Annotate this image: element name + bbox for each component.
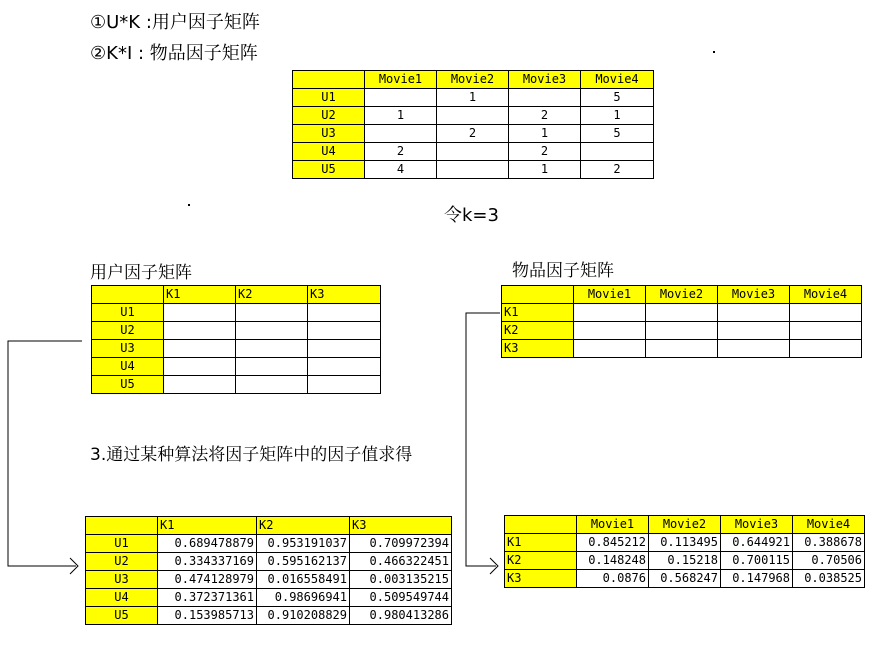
table-cell: 2: [365, 143, 437, 161]
table-row: [92, 322, 381, 340]
table-cell: [581, 143, 654, 161]
table-cell: 2: [509, 143, 581, 161]
table-cell: [308, 340, 381, 358]
item-matrix-label: 物品因子矩阵: [512, 261, 614, 281]
table-cell: [437, 143, 509, 161]
stray-dot: [713, 51, 715, 53]
table-cell: [164, 304, 236, 322]
table-cell: 5: [581, 89, 654, 107]
corner-cell: [293, 71, 365, 89]
table-row: [92, 358, 381, 376]
table-cell: [308, 304, 381, 322]
row-header: U1: [86, 535, 158, 553]
table-cell: 1: [509, 161, 581, 179]
table-cell: 2: [581, 161, 654, 179]
table-row: [505, 552, 865, 570]
table-cell: 0.709972394: [350, 535, 452, 553]
table-cell: 0.466322451: [350, 553, 452, 571]
note-item-factor: ②K*I : 物品因子矩阵: [90, 43, 258, 64]
row-header: U2: [293, 107, 365, 125]
row-header: U5: [293, 161, 365, 179]
table-cell: [718, 340, 790, 358]
table-cell: [308, 376, 381, 394]
table-cell: 0.70506: [793, 552, 865, 570]
user-connector-line: [8, 341, 82, 566]
table-row: [86, 607, 452, 625]
table-cell: 0.148248: [577, 552, 649, 570]
row-header: U4: [92, 358, 164, 376]
table-cell: 1: [509, 125, 581, 143]
table-cell: 0.689478879: [158, 535, 257, 553]
table-header-row: [293, 71, 654, 89]
table-cell: 0.153985713: [158, 607, 257, 625]
table-cell: [308, 322, 381, 340]
row-header: U2: [92, 322, 164, 340]
table-cell: 2: [509, 107, 581, 125]
table-cell: 0.509549744: [350, 589, 452, 607]
column-header: Movie2: [649, 516, 721, 534]
table-cell: 0.388678: [793, 534, 865, 552]
column-header: K2: [236, 286, 308, 304]
table-cell: 2: [437, 125, 509, 143]
table-row: [293, 107, 654, 125]
user-matrix-label: 用户因子矩阵: [90, 263, 192, 283]
table-cell: 1: [437, 89, 509, 107]
table-cell: 0.700115: [721, 552, 793, 570]
table-cell: [365, 89, 437, 107]
column-header: Movie1: [365, 71, 437, 89]
table-cell: 0.953191037: [257, 535, 350, 553]
table-row: [505, 534, 865, 552]
column-header: Movie3: [721, 516, 793, 534]
user-factor-matrix-filled: [85, 516, 452, 625]
corner-cell: [502, 286, 574, 304]
k-equals-label: 令k=3: [444, 205, 499, 226]
table-row: [86, 589, 452, 607]
table-cell: [164, 322, 236, 340]
table-cell: [164, 376, 236, 394]
table-header-row: [502, 286, 862, 304]
table-header-row: [92, 286, 381, 304]
row-header: U5: [86, 607, 158, 625]
stray-dot: [188, 204, 190, 206]
column-header: K3: [350, 517, 452, 535]
row-header: U1: [293, 89, 365, 107]
row-header: K1: [502, 304, 574, 322]
table-row: [86, 553, 452, 571]
item-connector-line: [466, 313, 500, 566]
column-header: K1: [158, 517, 257, 535]
column-header: Movie4: [790, 286, 862, 304]
column-header: K3: [308, 286, 381, 304]
table-cell: 0.15218: [649, 552, 721, 570]
table-cell: 0.595162137: [257, 553, 350, 571]
table-cell: 0.0876: [577, 570, 649, 588]
table-cell: 0.568247: [649, 570, 721, 588]
column-header: Movie3: [718, 286, 790, 304]
table-cell: 4: [365, 161, 437, 179]
table-row: [502, 304, 862, 322]
column-header: K1: [164, 286, 236, 304]
column-header: Movie1: [574, 286, 646, 304]
table-cell: 0.113495: [649, 534, 721, 552]
table-cell: [646, 322, 718, 340]
table-cell: [574, 304, 646, 322]
table-row: [86, 535, 452, 553]
table-cell: 0.147968: [721, 570, 793, 588]
row-header: K2: [502, 322, 574, 340]
table-header-row: [505, 516, 865, 534]
table-cell: [718, 322, 790, 340]
corner-cell: [86, 517, 158, 535]
row-header: U3: [92, 340, 164, 358]
table-header-row: [86, 517, 452, 535]
table-cell: [236, 376, 308, 394]
table-cell: [236, 304, 308, 322]
row-header: U3: [86, 571, 158, 589]
column-header: Movie2: [437, 71, 509, 89]
table-cell: [790, 322, 862, 340]
column-header: Movie3: [509, 71, 581, 89]
table-row: [86, 571, 452, 589]
column-header: Movie4: [793, 516, 865, 534]
table-cell: [790, 340, 862, 358]
row-header: U4: [293, 143, 365, 161]
corner-cell: [92, 286, 164, 304]
row-header: U4: [86, 589, 158, 607]
table-cell: [509, 89, 581, 107]
table-cell: [236, 358, 308, 376]
row-header: U3: [293, 125, 365, 143]
corner-cell: [505, 516, 577, 534]
table-cell: 1: [581, 107, 654, 125]
row-header: U1: [92, 304, 164, 322]
table-cell: 0.980413286: [350, 607, 452, 625]
table-cell: [646, 304, 718, 322]
table-cell: [437, 161, 509, 179]
table-row: [293, 143, 654, 161]
row-header: K3: [505, 570, 577, 588]
table-cell: [308, 358, 381, 376]
table-cell: 0.334337169: [158, 553, 257, 571]
column-header: Movie2: [646, 286, 718, 304]
row-header: U2: [86, 553, 158, 571]
table-cell: [574, 322, 646, 340]
table-cell: 0.474128979: [158, 571, 257, 589]
table-row: [92, 340, 381, 358]
table-row: [293, 161, 654, 179]
row-header: K1: [505, 534, 577, 552]
table-cell: 0.98696941: [257, 589, 350, 607]
column-header: Movie4: [581, 71, 654, 89]
table-cell: 0.372371361: [158, 589, 257, 607]
user-factor-matrix-empty: [91, 285, 381, 394]
table-cell: [574, 340, 646, 358]
table-cell: [646, 340, 718, 358]
table-row: [92, 376, 381, 394]
column-header: Movie1: [577, 516, 649, 534]
column-header: K2: [257, 517, 350, 535]
table-cell: 0.845212: [577, 534, 649, 552]
row-header: K3: [502, 340, 574, 358]
table-row: [505, 570, 865, 588]
table-cell: 0.016558491: [257, 571, 350, 589]
table-cell: 5: [581, 125, 654, 143]
item-connector-arrowhead: [490, 558, 498, 574]
table-cell: 0.003135215: [350, 571, 452, 589]
table-row: [502, 322, 862, 340]
table-row: [293, 89, 654, 107]
table-cell: 1: [365, 107, 437, 125]
table-row: [92, 304, 381, 322]
note-user-factor: ①U*K :用户因子矩阵: [90, 12, 260, 33]
table-cell: [164, 358, 236, 376]
table-cell: [718, 304, 790, 322]
table-cell: [236, 322, 308, 340]
table-cell: [437, 107, 509, 125]
table-row: [293, 125, 654, 143]
table-cell: 0.644921: [721, 534, 793, 552]
row-header: K2: [505, 552, 577, 570]
table-cell: [365, 125, 437, 143]
table-cell: 0.910208829: [257, 607, 350, 625]
row-header: U5: [92, 376, 164, 394]
item-factor-matrix-filled: [504, 515, 865, 588]
table-cell: 0.038525: [793, 570, 865, 588]
table-cell: [236, 340, 308, 358]
user-connector-arrowhead: [70, 558, 78, 574]
table-cell: [790, 304, 862, 322]
step3-note: 3.通过某种算法将因子矩阵中的因子值求得: [90, 445, 413, 465]
table-row: [502, 340, 862, 358]
rating-matrix: [292, 70, 654, 179]
table-cell: [164, 340, 236, 358]
item-factor-matrix-empty: [501, 285, 862, 358]
